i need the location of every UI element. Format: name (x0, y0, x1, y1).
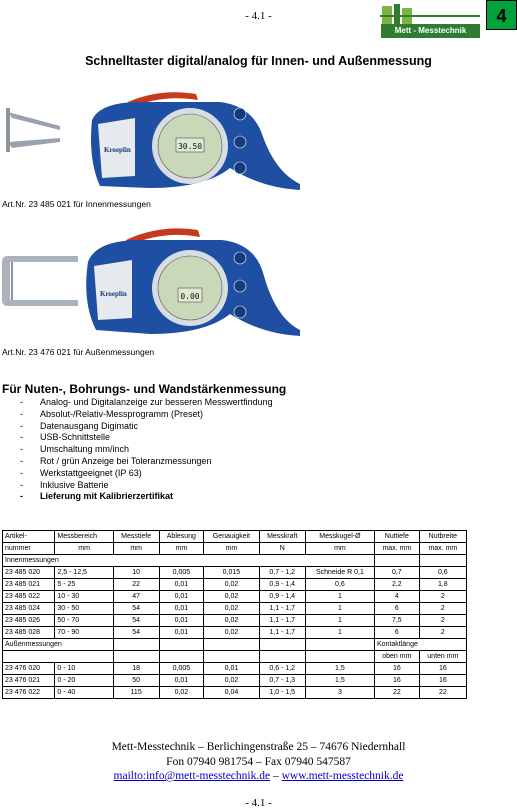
table-cell: 54 (113, 603, 159, 615)
spec-table (2, 530, 467, 699)
table-cell: 5 - 25 (55, 579, 113, 591)
table-cell: 1 (305, 603, 374, 615)
feature-item: - Analog- und Digitalanzeige zur besseren Messwertfindung (20, 397, 273, 409)
feature-item: - Datenausgang Digimatic (20, 421, 273, 433)
feature-list (20, 397, 273, 503)
table-cell: Ablesung (159, 531, 204, 543)
table-cell (305, 651, 374, 663)
table-cell: mm (159, 543, 204, 555)
feature-item: - Werkstattgeeignet (IP 63) (20, 468, 273, 480)
table-cell: 0,02 (204, 603, 259, 615)
table-section-row (3, 555, 467, 567)
table-cell: 0,005 (159, 663, 204, 675)
table-cell: 0 - 20 (55, 675, 113, 687)
footer-address: Mett-Messtechnik – Berlichingenstraße 25 – 74676 Niedernhall (111, 741, 406, 753)
table-cell: 23 485 028 (3, 627, 55, 639)
table-cell: 0,01 (159, 615, 204, 627)
table-cell: 2,2 (374, 579, 419, 591)
table-cell: 1 (305, 615, 374, 627)
table-cell: mm (204, 543, 259, 555)
feature-item: - USB-Schnittstelle (20, 432, 273, 444)
table-cell: 23 485 020 (3, 567, 55, 579)
table-cell: 0,6 (419, 567, 466, 579)
digital-readout-inner: 30.50 (177, 142, 203, 151)
table-cell: 23 485 024 (3, 603, 55, 615)
table-cell: 23 485 026 (3, 615, 55, 627)
table-cell: Messbereich (55, 531, 113, 543)
table-cell (204, 651, 259, 663)
table-cell: 0,02 (204, 615, 259, 627)
chapter-badge: 4 (486, 0, 517, 30)
table-header-row (3, 543, 467, 555)
table-cell: 16 (419, 663, 466, 675)
product-image-outer-gauge (0, 222, 300, 344)
table-cell: max. mm (374, 543, 419, 555)
table-cell: Genauigkeit (204, 531, 259, 543)
table-cell: 0 - 10 (55, 663, 113, 675)
table-row (3, 675, 467, 687)
table-cell (113, 651, 159, 663)
table-cell: 16 (419, 675, 466, 687)
table-cell: 23 476 022 (3, 687, 55, 699)
table-cell (259, 651, 305, 663)
table-cell: 0,01 (159, 627, 204, 639)
table-cell: 4 (374, 591, 419, 603)
table-cell: Messkugel-Ø (305, 531, 374, 543)
table-cell: 115 (113, 687, 159, 699)
table-cell: 0,7 (374, 567, 419, 579)
caption-outer-gauge: Art.Nr. 23 476 021 für Außenmessungen (2, 347, 155, 357)
table-cell: 1,8 (419, 579, 466, 591)
table-row (3, 579, 467, 591)
page-number-top: - 4.1 - (245, 10, 272, 22)
table-cell: oben mm (374, 651, 419, 663)
table-cell: Außenmessungen (3, 639, 114, 651)
feature-item: - Absolut-/Relativ-Messprogramm (Preset) (20, 409, 273, 421)
table-cell: 16 (374, 675, 419, 687)
table-cell: 50 (113, 675, 159, 687)
table-row (3, 567, 467, 579)
website-link[interactable]: www.mett-messtechnik.de (281, 770, 404, 782)
table-section-row (3, 639, 467, 651)
table-cell: 0,6 (305, 579, 374, 591)
table-cell: 22 (113, 579, 159, 591)
table-cell: 0,01 (159, 591, 204, 603)
table-cell: Schneide R 0,1 (305, 567, 374, 579)
table-cell: 18 (113, 663, 159, 675)
table-cell (159, 639, 204, 651)
table-cell: 0,01 (159, 603, 204, 615)
page-number-bottom: - 4.1 - (245, 797, 272, 809)
table-cell: Kontaktlänge (374, 639, 466, 651)
table-cell: 0,9 - 1,4 (259, 591, 305, 603)
table-cell: 1,0 - 1,5 (259, 687, 305, 699)
table-cell: 1 (305, 591, 374, 603)
table-cell: 22 (419, 687, 466, 699)
button-menu (234, 108, 246, 120)
logo-text: Mett - Messtechnik (381, 24, 480, 38)
table-cell: 7,5 (374, 615, 419, 627)
table-cell: 30 - 50 (55, 603, 113, 615)
table-cell: 0,02 (204, 591, 259, 603)
table-cell: 0,9 - 1,4 (259, 579, 305, 591)
table-cell: 1,1 - 1,7 (259, 627, 305, 639)
table-cell: 2 (419, 591, 466, 603)
table-row (3, 615, 467, 627)
table-cell: 0,6 - 1,2 (259, 663, 305, 675)
table-cell: Innenmessungen (3, 555, 375, 567)
footer-separator: – (272, 770, 279, 782)
table-row (3, 687, 467, 699)
table-cell: 0,01 (159, 579, 204, 591)
table-cell: 1 (305, 627, 374, 639)
brand-label-outer: Kroeplin (100, 290, 127, 298)
table-cell: 70 - 90 (55, 627, 113, 639)
table-cell: 10 (113, 567, 159, 579)
table-cell (259, 639, 305, 651)
table-cell: 0,7 - 1,3 (259, 675, 305, 687)
feature-item: - Umschaltung mm/inch (20, 444, 273, 456)
table-cell: 0,02 (159, 687, 204, 699)
table-cell (204, 639, 259, 651)
table-header-row (3, 531, 467, 543)
table-cell: 23 485 022 (3, 591, 55, 603)
table-cell: 1,5 (305, 675, 374, 687)
feature-item: - Lieferung mit Kalibrierzertifikat (20, 491, 273, 503)
table-cell: 54 (113, 615, 159, 627)
table-section-row (3, 651, 467, 663)
table-cell (159, 651, 204, 663)
table-cell: 23 476 021 (3, 675, 55, 687)
table-cell (113, 639, 159, 651)
product-image-inner-gauge (0, 80, 300, 200)
table-cell: 0,7 - 1,2 (259, 567, 305, 579)
table-row (3, 603, 467, 615)
table-cell: 6 (374, 627, 419, 639)
table-cell: 1,1 - 1,7 (259, 603, 305, 615)
table-cell: mm (113, 543, 159, 555)
table-cell: 0,02 (204, 627, 259, 639)
table-cell: 1,1 - 1,7 (259, 615, 305, 627)
table-cell (3, 651, 114, 663)
feature-item: - Inklusive Batterie (20, 480, 273, 492)
table-row (3, 627, 467, 639)
table-cell: 23 476 020 (3, 663, 55, 675)
table-cell: Nuttiefe (374, 531, 419, 543)
table-cell: 0 - 40 (55, 687, 113, 699)
table-cell: 0,04 (204, 687, 259, 699)
email-link[interactable]: mailto:info@mett-messtechnik.de (113, 770, 271, 782)
table-cell: mm (55, 543, 113, 555)
table-cell: unten mm (419, 651, 466, 663)
table-cell (305, 639, 374, 651)
table-row (3, 663, 467, 675)
table-cell: 3 (305, 687, 374, 699)
section-title: Für Nuten-, Bohrungs- und Wandstärkenmessung (2, 382, 287, 396)
table-cell: 6 (374, 603, 419, 615)
table-cell: Messkraft (259, 531, 305, 543)
table-cell: 0,01 (159, 675, 204, 687)
table-row (3, 591, 467, 603)
table-cell: Messtiefe (113, 531, 159, 543)
button-set (234, 136, 246, 148)
table-cell: 0,02 (204, 579, 259, 591)
table-cell: 16 (374, 663, 419, 675)
caption-inner-gauge: Art.Nr. 23 485 021 für Innenmessungen (2, 199, 151, 209)
footer-links (0, 770, 517, 782)
digital-readout-outer: 0.00 (180, 292, 200, 301)
table-cell: 0,005 (159, 567, 204, 579)
footer-phone: Fon 07940 981754 – Fax 07940 547587 (166, 756, 351, 768)
table-cell: Nutbreite (419, 531, 466, 543)
table-cell (374, 555, 419, 567)
table-cell: 0,015 (204, 567, 259, 579)
table-cell: 2,5 - 12,5 (55, 567, 113, 579)
table-cell: max. mm (419, 543, 466, 555)
page-title: Schnelltaster digital/analog für Innen- und Außenmessung (85, 54, 432, 68)
feature-item: - Rot / grün Anzeige bei Toleranzmessungen (20, 456, 273, 468)
table-cell: 0,02 (204, 675, 259, 687)
table-cell: 1,5 (305, 663, 374, 675)
table-cell (419, 555, 466, 567)
table-cell: 10 - 30 (55, 591, 113, 603)
button-data (234, 162, 246, 174)
table-cell: Artikel- (3, 531, 55, 543)
table-cell: 47 (113, 591, 159, 603)
brand-label-inner: Kroeplin (104, 146, 131, 154)
table-cell: nummer (3, 543, 55, 555)
table-cell: 0,01 (204, 663, 259, 675)
table-cell: N (259, 543, 305, 555)
table-cell: 23 485 021 (3, 579, 55, 591)
table-cell: 54 (113, 627, 159, 639)
table-cell: mm (305, 543, 374, 555)
table-cell: 22 (374, 687, 419, 699)
table-cell: 50 - 70 (55, 615, 113, 627)
table-cell: 2 (419, 627, 466, 639)
table-cell: 2 (419, 615, 466, 627)
table-cell: 2 (419, 603, 466, 615)
